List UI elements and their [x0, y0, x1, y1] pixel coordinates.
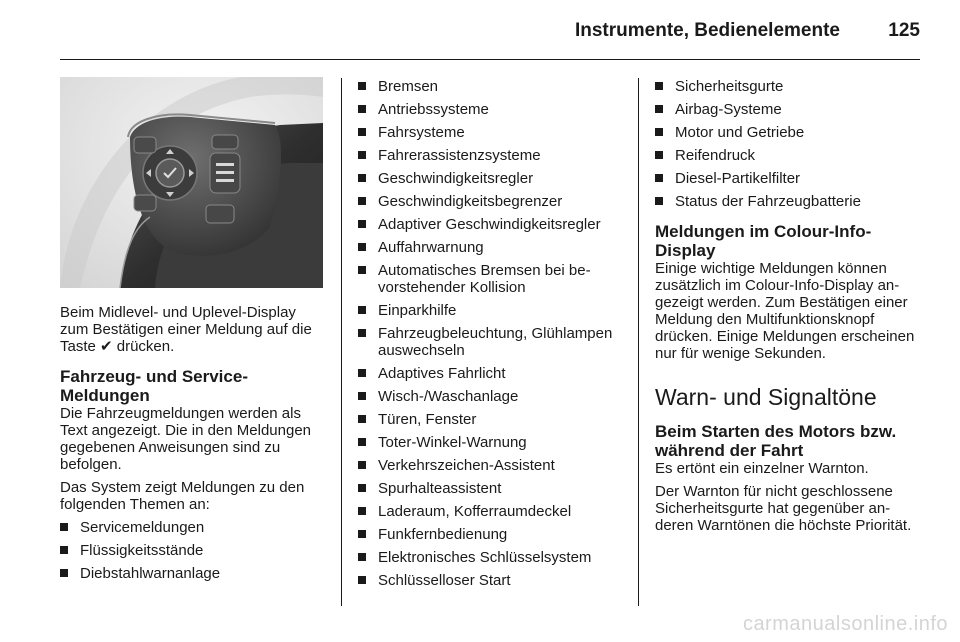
list-item: Sicherheitsgurte	[655, 78, 923, 95]
bullet-square-icon	[358, 392, 366, 400]
list-item: Fahrsysteme	[358, 124, 630, 141]
list-item: Wisch-/Waschanlage	[358, 388, 630, 405]
list-item: Reifendruck	[655, 147, 923, 164]
paragraph-vehicle-messages: Die Fahrzeugmeldungen werden als Text angezeigt. Die in den Meldungen gegebenen Anweisungen sind zu befolgen.	[60, 405, 312, 473]
column-3	[655, 78, 923, 540]
list-item: Toter-Winkel-Warnung	[358, 434, 630, 451]
watermark: carmanualsonline.info	[742, 613, 948, 635]
column-divider-1	[341, 78, 342, 606]
topics-list-2	[358, 78, 630, 589]
paragraph-single-tone: Es ertönt ein einzelner Warnton.	[655, 460, 869, 477]
list-item: Servicemeldungen	[60, 519, 328, 536]
bullet-square-icon	[358, 507, 366, 515]
steering-wheel-illustration	[60, 77, 323, 288]
list-item: Fahrerassistenzsysteme	[358, 147, 630, 164]
topics-list-3	[655, 78, 923, 210]
bullet-square-icon	[358, 329, 366, 337]
bullet-square-icon	[358, 576, 366, 584]
bullet-square-icon	[358, 369, 366, 377]
list-item: Geschwindigkeitsbegrenzer	[358, 193, 630, 210]
list-item: Türen, Fenster	[358, 411, 630, 428]
steering-wheel-photo	[60, 77, 323, 288]
list-item: Laderaum, Kofferraumdeckel	[358, 503, 630, 520]
bullet-square-icon	[60, 546, 68, 554]
paragraph-seatbelt-priority: Der Warnton für nicht geschlossene Sicherheitsgurte hat gegenüber anderen Warntönen die höchste Priorität.	[655, 483, 912, 534]
heading-warning-signal-tones: Warn- und Signaltöne	[655, 384, 877, 410]
bullet-square-icon	[358, 243, 366, 251]
bullet-square-icon	[60, 569, 68, 577]
list-item: Antriebssysteme	[358, 101, 630, 118]
bullet-square-icon	[358, 151, 366, 159]
paragraph-topics-intro: Das System zeigt Meldungen zu den folgenden Themen an:	[60, 479, 305, 513]
list-item: Auffahrwarnung	[358, 239, 630, 256]
bullet-square-icon	[655, 128, 663, 136]
bullet-square-icon	[655, 174, 663, 182]
bullet-square-icon	[358, 82, 366, 90]
bullet-square-icon	[358, 484, 366, 492]
list-item: Bremsen	[358, 78, 630, 95]
list-item: Schlüsselloser Start	[358, 572, 630, 589]
column-2	[358, 78, 630, 595]
list-item: Flüssigkeitsstände	[60, 542, 328, 559]
list-item: Spurhalteassistent	[358, 480, 630, 497]
column-1	[60, 304, 328, 588]
bullet-square-icon	[358, 266, 366, 274]
intro-paragraph: Beim Midlevel- und Uplevel-Display zum Bestätigen einer Meldung auf die Taste ✔ drücken.	[60, 304, 312, 355]
list-item: Einparkhilfe	[358, 302, 630, 319]
bullet-square-icon	[655, 105, 663, 113]
bullet-square-icon	[358, 174, 366, 182]
heading-engine-start-driving: Beim Starten des Motors bzw. während der Fahrt	[655, 422, 897, 460]
list-item: Geschwindigkeitsregler	[358, 170, 630, 187]
list-item: Verkehrszeichen-Assistent	[358, 457, 630, 474]
heading-vehicle-service-messages: Fahrzeug- und Service-Meldungen	[60, 367, 248, 405]
bullet-square-icon	[358, 306, 366, 314]
list-item: Motor und Getriebe	[655, 124, 923, 141]
bullet-square-icon	[655, 151, 663, 159]
bullet-square-icon	[358, 128, 366, 136]
list-item: Fahrzeugbeleuchtung, Glühlampen auswechseln	[358, 325, 630, 359]
paragraph-colour-info-display: Einige wichtige Meldungen können zusätzlich im Colour-Info-Display angezeigt werden. Zum Bestätigen einer Meldung den Multifunktionsknopf drücken. Einige Meldungen erscheinen nur für wenige Sekunden.	[655, 260, 915, 362]
list-item: Funkfernbedienung	[358, 526, 630, 543]
page-number: 125	[888, 20, 920, 41]
header-rule	[60, 59, 920, 60]
list-item: Adaptiver Geschwindigkeitsregler	[358, 216, 630, 233]
page-header-title: Instrumente, Bedienelemente	[574, 20, 840, 41]
bullet-square-icon	[358, 530, 366, 538]
bullet-square-icon	[358, 461, 366, 469]
bullet-square-icon	[358, 553, 366, 561]
list-item: Elektronisches Schlüsselsystem	[358, 549, 630, 566]
bullet-square-icon	[358, 415, 366, 423]
heading-colour-info-display: Meldungen im Colour-Info-Display	[655, 222, 872, 260]
column-divider-2	[638, 78, 639, 606]
topics-list-1	[60, 519, 328, 582]
list-item: Airbag-Systeme	[655, 101, 923, 118]
bullet-square-icon	[60, 523, 68, 531]
list-item: Diesel-Partikelfilter	[655, 170, 923, 187]
list-item: Diebstahlwarnanlage	[60, 565, 328, 582]
bullet-square-icon	[358, 105, 366, 113]
bullet-square-icon	[358, 438, 366, 446]
bullet-square-icon	[655, 197, 663, 205]
bullet-square-icon	[358, 197, 366, 205]
bullet-square-icon	[655, 82, 663, 90]
list-item: Adaptives Fahrlicht	[358, 365, 630, 382]
bullet-square-icon	[358, 220, 366, 228]
list-item: Status der Fahrzeugbatterie	[655, 193, 923, 210]
list-item: Automatisches Bremsen bei bevorstehender Kollision	[358, 262, 630, 296]
